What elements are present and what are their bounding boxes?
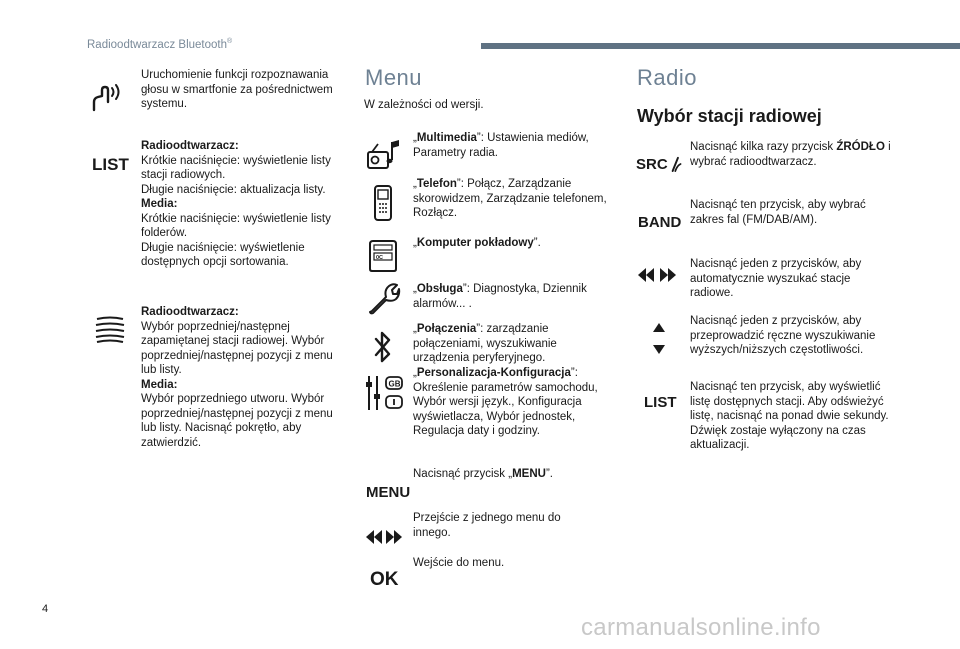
radio-section-title: Radio <box>637 65 697 90</box>
trip-computer-icon <box>368 239 398 273</box>
list-button-description: Radioodtwarzacz: Krótkie naciśnięcie: wyświetlenie listy stacji radiowych. Długie naciśnięcie: aktualizacja listy. Media: Krótkie naciśnięcie: wyświetlenie listy folderów. Długie naciśnięcie: wyświetlenie dostępnych opcji sortowania. <box>141 140 331 268</box>
menu-item-polaczenia: „Połączenia”: zarządzanie połączeniami, wyszukiwanie urządzenia peryferyjnego. <box>413 323 557 364</box>
watermark: carmanualsonline.info <box>581 614 821 641</box>
radio-subsection-title: Wybór stacji radiowej <box>637 106 822 126</box>
menu-button-icon: MENU <box>366 484 411 501</box>
phone-icon <box>371 184 395 222</box>
svg-text:GB: GB <box>388 379 401 389</box>
source-button-icon: SRC <box>636 152 682 176</box>
ok-button-description: Wejście do menu. <box>413 557 505 569</box>
source-button-description: Nacisnąć kilka razy przycisk ŹRÓDŁO i wybrać radioodtwarzacz. <box>690 141 891 168</box>
menu-section-title: Menu <box>365 65 423 90</box>
svg-text:0C: 0C <box>376 255 384 261</box>
radio-list-button-icon: LIST <box>644 394 677 411</box>
page-header-title: Radioodtwarzacz Bluetooth® <box>87 38 233 51</box>
menu-item-telefon: „Telefon”: Połącz, Zarządzanie skorowidzem, Zarządzanie telefonem, Rozłącz. <box>413 178 607 219</box>
up-down-arrows-icon <box>652 322 666 356</box>
seek-description: Nacisnąć jeden z przycisków, aby automatycznie wyszukać stacje radiowe. <box>690 258 862 299</box>
menu-item-multimedia: „Multimedia”: Ustawienia mediów, Parametry radia. <box>413 132 589 159</box>
band-button-description: Nacisnąć ten przycisk, aby wybrać zakres fal (FM/DAB/AM). <box>690 199 866 226</box>
menu-item-trip-computer: „Komputer pokładowy”. <box>413 237 541 249</box>
page-number: 4 <box>42 603 49 615</box>
radio-list-button-description: Nacisnąć ten przycisk, aby wyświetlić listę dostępnych stacji. Aby odświeżyć listę, nacisnąć na ponad dwie sekundy. Dźwięk zostaje wyłączony na czas aktualizacji. <box>690 381 889 451</box>
scroll-wheel-description: Radioodtwarzacz: Wybór poprzedniej/następnej zapamiętanej stacji radiowej. Wybór poprzedniej/następnej pozycji z menu lub listy. Media: Wybór poprzedniego utworu. Wybór poprzedniej/następnej pozycji z menu lub listy. Nacisnąć pokrętło, aby zatwierdzić. <box>141 306 333 449</box>
settings-sliders-icon <box>364 374 404 412</box>
voice-command-text: Uruchomienie funkcji rozpoznawania głosu w smartfonie za pośrednictwem systemu. <box>141 69 333 110</box>
band-button-icon: BAND <box>638 214 682 231</box>
multimedia-icon <box>366 138 402 172</box>
wrench-icon <box>367 281 401 315</box>
ok-button-icon: OK <box>370 569 399 590</box>
menu-button-description: Nacisnąć przycisk „MENU”. <box>413 468 553 480</box>
scroll-wheel-icon <box>94 315 126 343</box>
list-button-icon: LIST <box>92 155 129 174</box>
menu-item-obsluga: „Obsługa”: Diagnostyka, Dziennik alarmów... . <box>413 283 587 310</box>
manual-search-description: Nacisnąć jeden z przycisków, aby przeprowadzić ręczne wyszukiwanie wyższych/niższych częstotliwości. <box>690 315 876 356</box>
seek-arrows-icon <box>638 267 676 283</box>
menu-item-personalizacja: „Personalizacja-Konfiguracja”: Określenie parametrów samochodu, Wybór wersji język., Konfiguracja wyświetlacza, Wybór jednostek, Regulacja daty i godziny. <box>413 367 598 437</box>
voice-command-icon <box>90 80 126 112</box>
menu-arrows-description: Przejście z jednego menu do innego. <box>413 512 561 539</box>
left-right-arrows-icon <box>366 529 402 545</box>
menu-intro: W zależności od wersji. <box>364 99 484 111</box>
header-accent-bar <box>481 43 960 49</box>
bluetooth-icon <box>373 330 393 364</box>
